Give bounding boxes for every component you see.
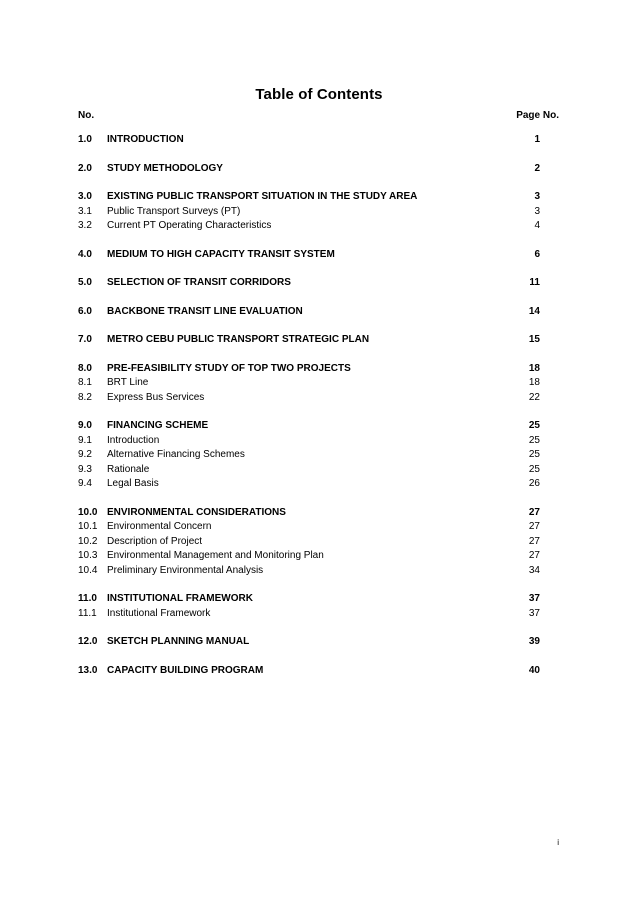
toc-section-number: 6.0: [78, 305, 92, 317]
toc-subsection-10-3: [0, 548, 638, 563]
toc-subsection-page: 27: [528, 521, 540, 532]
toc-subsection-title: Alternative Financing Schemes: [107, 449, 245, 460]
toc-section-5-0: [0, 275, 638, 290]
toc-section-page: 25: [528, 420, 540, 431]
toc-section-number: 3.0: [78, 191, 92, 202]
toc-section-title: EXISTING PUBLIC TRANSPORT SITUATION IN THE STUDY AREA: [107, 191, 418, 202]
toc-subsection-page: 27: [528, 535, 540, 547]
toc-subsection-title: Express Bus Services: [107, 391, 205, 403]
toc-subsection-number: 10.4: [78, 564, 98, 576]
toc-section-title: SKETCH PLANNING MANUAL: [107, 636, 250, 647]
toc-subsection-10-2: [0, 534, 638, 549]
toc-subsection-page: 25: [528, 434, 540, 446]
toc-section-title: PRE-FEASIBILITY STUDY OF TOP TWO PROJECTS: [107, 362, 351, 374]
toc-section-number: 12.0: [78, 636, 98, 647]
toc-subsection-9-1: [0, 433, 638, 448]
toc-section-title: ENVIRONMENTAL CONSIDERATIONS: [107, 506, 286, 518]
toc-subsection-number: 8.2: [78, 391, 92, 403]
column-header-no: No.: [78, 110, 95, 121]
toc-subsection-number: 9.4: [78, 478, 92, 489]
toc-section-9-0: [0, 418, 638, 433]
toc-subsection-title: Introduction: [107, 434, 160, 446]
toc-subsection-title: Description of Project: [107, 535, 203, 547]
toc-subsection-9-2: [0, 447, 638, 462]
toc-section-number: 13.0: [78, 664, 98, 676]
toc-section-number: 1.0: [78, 134, 92, 145]
toc-section-title: STUDY METHODOLOGY: [107, 162, 223, 174]
toc-section-7-0: [0, 332, 638, 347]
toc-subsection-number: 10.2: [78, 535, 98, 547]
toc-subsection-8-1: [0, 375, 638, 390]
toc-subsection-3-2: [0, 218, 638, 233]
toc-section-title: FINANCING SCHEME: [107, 420, 209, 431]
toc-section-title: SELECTION OF TRANSIT CORRIDORS: [107, 277, 291, 288]
toc-section-11-0: [0, 591, 638, 606]
toc-section-4-0: [0, 247, 638, 262]
toc-section-title: BACKBONE TRANSIT LINE EVALUATION: [107, 305, 303, 317]
toc-subsection-9-4: [0, 476, 638, 491]
toc-subsection-title: Rationale: [107, 463, 150, 475]
toc-subsection-10-4: [0, 563, 638, 578]
toc-subsection-8-2: [0, 390, 638, 405]
toc-section-3-0: [0, 189, 638, 204]
toc-section-number: 7.0: [78, 334, 92, 345]
toc-subsection-title: Environmental Management and Monitoring Plan: [107, 550, 324, 561]
toc-subsection-title: Environmental Concern: [107, 521, 212, 532]
toc-section-page: 2: [534, 162, 540, 174]
column-header-page: Page No.: [516, 110, 559, 121]
toc-subsection-page: 25: [528, 449, 540, 460]
toc-section-title: METRO CEBU PUBLIC TRANSPORT STRATEGIC PLAN: [107, 334, 370, 345]
toc-subsection-title: Public Transport Surveys (PT): [107, 205, 241, 217]
toc-section-1-0: [0, 132, 638, 147]
toc-section-title: INSTITUTIONAL FRAMEWORK: [107, 593, 253, 604]
toc-subsection-title: Institutional Framework: [107, 607, 211, 619]
toc-subsection-page: 4: [534, 220, 540, 231]
toc-subsection-page: 25: [528, 463, 540, 475]
toc-section-page: 6: [534, 248, 540, 260]
toc-section-8-0: [0, 361, 638, 376]
toc-subsection-3-1: [0, 204, 638, 219]
footer-page-number: i: [557, 838, 559, 847]
toc-section-page: 39: [528, 636, 540, 647]
toc-section-page: 14: [528, 305, 540, 317]
toc-subsection-11-1: [0, 606, 638, 621]
toc-subsection-page: 37: [528, 607, 540, 619]
toc-section-number: 8.0: [78, 362, 92, 374]
toc-subsection-page: 26: [528, 478, 540, 489]
toc-section-2-0: [0, 161, 638, 176]
toc-subsection-9-3: [0, 462, 638, 477]
toc-subsection-page: 27: [528, 550, 540, 561]
toc-subsection-title: BRT Line: [107, 377, 149, 388]
toc-subsection-title: Preliminary Environmental Analysis: [107, 564, 264, 576]
toc-section-page: 3: [534, 191, 540, 202]
toc-section-13-0: [0, 663, 638, 678]
toc-section-page: 37: [528, 593, 540, 604]
toc-section-12-0: [0, 634, 638, 649]
toc-subsection-page: 3: [534, 205, 540, 217]
toc-subsection-title: Current PT Operating Characteristics: [107, 220, 272, 231]
toc-subsection-number: 9.1: [78, 434, 92, 446]
toc-section-number: 2.0: [78, 162, 92, 174]
toc-section-page: 1: [534, 134, 540, 145]
toc-section-title: INTRODUCTION: [107, 134, 184, 145]
toc-subsection-10-1: [0, 519, 638, 534]
toc-subsection-number: 10.3: [78, 550, 98, 561]
toc-section-10-0: [0, 505, 638, 520]
toc-subsection-number: 10.1: [78, 521, 98, 532]
toc-section-title: CAPACITY BUILDING PROGRAM: [107, 664, 264, 676]
toc-subsection-number: 9.3: [78, 463, 92, 475]
toc-section-number: 10.0: [78, 506, 98, 518]
toc-subsection-number: 9.2: [78, 449, 92, 460]
page-title: Table of Contents: [255, 86, 383, 103]
toc-section-page: 11: [529, 277, 540, 288]
toc-section-6-0: [0, 304, 638, 319]
toc-section-number: 4.0: [78, 248, 92, 260]
toc-section-page: 15: [528, 334, 540, 345]
toc-section-page: 18: [528, 362, 540, 374]
toc-subsection-page: 18: [528, 377, 540, 388]
toc-subsection-number: 11.1: [78, 607, 97, 619]
toc-section-page: 40: [528, 664, 540, 676]
toc-section-page: 27: [528, 506, 540, 518]
toc-section-title: MEDIUM TO HIGH CAPACITY TRANSIT SYSTEM: [107, 248, 335, 260]
toc-section-number: 11.0: [78, 593, 97, 604]
toc-section-number: 9.0: [78, 420, 92, 431]
toc-subsection-page: 22: [528, 391, 540, 403]
toc-subsection-title: Legal Basis: [107, 478, 159, 489]
toc-subsection-page: 34: [528, 564, 540, 576]
toc-subsection-number: 8.1: [78, 377, 92, 388]
toc-subsection-number: 3.2: [78, 220, 92, 231]
toc-section-number: 5.0: [78, 277, 92, 288]
toc-subsection-number: 3.1: [78, 205, 92, 217]
